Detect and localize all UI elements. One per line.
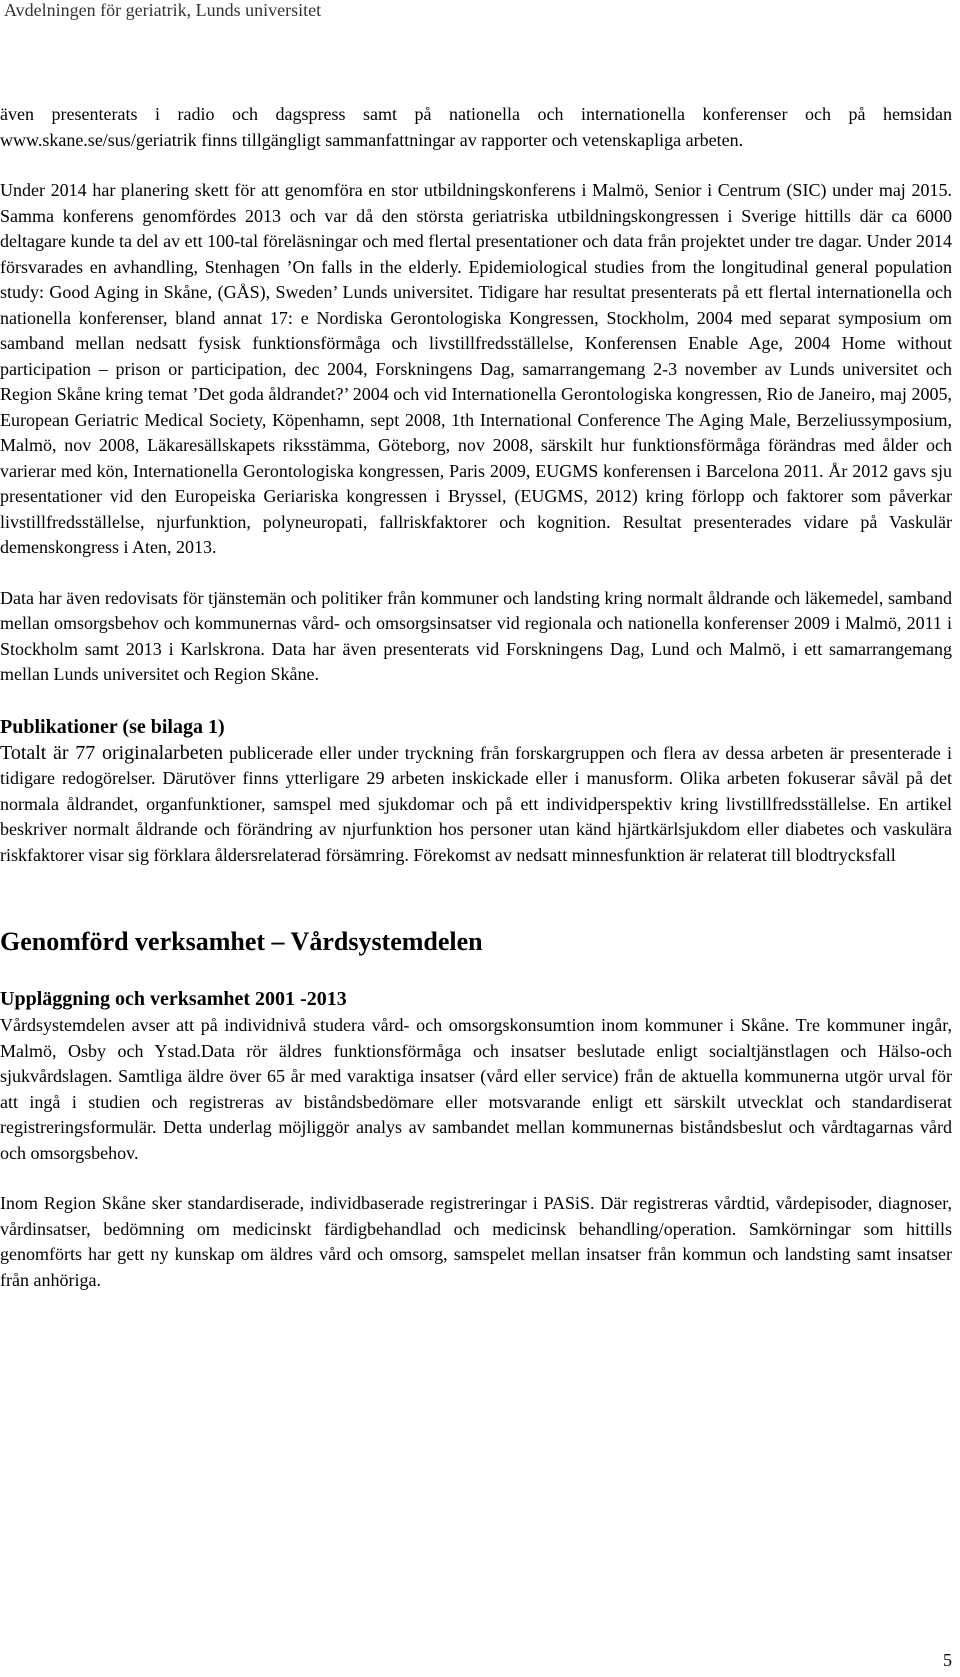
paragraph-conferences: Under 2014 har planering skett för att genomföra en stor utbildningskonferens i Malmö, Senior i Centrum (SIC) under maj 2015. Samma konferens genomfördes 2013 och var då den största geriatriska utbildningskongressen i Sverige hittills där ca 6000 deltagare kunde ta del av ett 100-tal föreläsningar och med flertal presentationer och data från projektet under tre dagar. Under 2014 försvarades en avhandling, Stenhagen ’On falls in the elderly. Epidemiological studies from the longitudinal general population study: Good Aging in Skåne, (GÅS), Sweden’ Lunds universitet. Tidigare har resultat presenterats på ett flertal internationella och nationella konferenser, bland annat 17: e Nordiska Gerontologiska Kongressen, Stockholm, 2004 med separat symposium om samband mellan nedsatt fysisk funktionsförmåga och livstillfredsställelse, Konferensen Enable Age, 2004 Home without participation – prison or participation, dec 2004, Forskningens Dag, samarrangemang 2-3 november av Lunds universitet och Region Skåne kring temat ’Det goda åldrandet?’ 2004 och vid Internationella Gerontologiska kongressen, Rio de Janeiro, maj 2005, European Geriatric Medical Society, Köpenhamn, sept 2008, 1th International Conference The Aging Male, Berzeliussymposium, Malmö, nov 2008, Läkaresällskapets riksstämma, Göteborg, nov 2008, särskilt hur funktionsförmåga förändras med ålder och varierar med kön, Internationella Gerontologiska kongressen, Paris 2009, EUGMS konferensen i Barcelona 2011. År 2012 gavs sju presentationer vid den Europeiska Geriariska kongressen i Bryssel, (EUGMS, 2012) kring förlopp och faktorer som påverkar livstillfredsställelse, njurfunktion, polyneuropati, fallriskfaktorer och kognition. Resultat presenterades vidare på Vaskulär demenskongress i Aten, 2013. — [0, 180, 952, 557]
publications-lead: Totalt är 77 originalarbeten — [0, 741, 224, 764]
publications-paragraph — [0, 741, 952, 869]
publications-heading: Publikationer (se bilaga 1) — [0, 715, 225, 738]
publications-text: publicerade eller under tryckning från forskargruppen och flera av dessa arbeten är presenterade i tidigare redogörelser. Därutöver finns ytterligare 29 arbeten inskickade eller i manusform. Olika arbeten fokuserar såväl på det normala åldrandet, organfunktioner, samspel med sjukdomar och på ett individperspektiv kring livstillfredsställelse. En artikel beskriver normalt åldrande och förändring av njurfunktion hos personer utan känd hjärtkärlsjukdom eller diabetes och vaskulära riskfaktorer visar sig förklara åldersrelaterad försämring. Förekomst av nedsatt minnesfunktion är relaterat till blodtrycksfall — [0, 742, 952, 865]
document-body — [0, 102, 952, 1293]
paragraph-care-system: Vårdsystemdelen avser att på individnivå studera vård- och omsorgskonsumtion inom kommuner i Skåne. Tre kommuner ingår, Malmö, Osby och Ystad.Data rör äldres funktionsförmåga och insatser beslutade enligt socialtjänstlagen och Hälso-och sjukvårdslagen. Samtliga äldre över 65 år med varaktiga insatser (vård eller service) från de aktuella kommunerna utgör urval för att ingå i studien och registreras av biståndsbedömare eller motsvarande enligt ett särskilt utvecklat och standardiserat registreringsformulär. Detta underlag möjliggör analys av sambandet mellan kommunernas biståndsbeslut och vårdtagarnas vård och omsorgsbehov. — [0, 1015, 952, 1163]
section-heading: Genomförd verksamhet – Vårdsystemdelen — [0, 927, 483, 956]
paragraph-dissemination: även presenterats i radio och dagspress samt på nationella och internationella konferenser och på hemsidan www.skane.se/sus/geriatrik finns tillgängligt sammanfattningar av rapporter och vetenskapliga arbeten. — [0, 104, 952, 150]
page-number: 5 — [943, 1650, 952, 1670]
section-subheading: Uppläggning och verksamhet 2001 -2013 — [0, 988, 347, 1010]
document-header: Avdelningen för geriatrik, Lunds universitet — [4, 0, 322, 20]
paragraph-officials: Data har även redovisats för tjänstemän och politiker från kommuner och landsting kring normalt åldrande och läkemedel, samband mellan omsorgsbehov och kommunernas vård- och omsorgsinsatser vid regionala och nationella konferenser 2009 i Malmö, 2011 i Stockholm samt 2013 i Karlskrona. Data har även presenterats vid Forskningens Dag, Lund och Malmö, i ett samarrangemang mellan Lunds universitet och Region Skåne. — [0, 587, 952, 684]
paragraph-pasis: Inom Region Skåne sker standardiserade, individbaserade registreringar i PASiS. Där registreras vårdtid, vårdepisoder, diagnoser, vårdinsatser, bedömning om medicinskt färdigbehandlad och medicinsk behandling/operation. Samkörningar som hittills genomförts har gett ny kunskap om äldres vård och omsorg, samspelet mellan insatser från kommun och landsting samt insatser från anhöriga. — [0, 1193, 952, 1290]
